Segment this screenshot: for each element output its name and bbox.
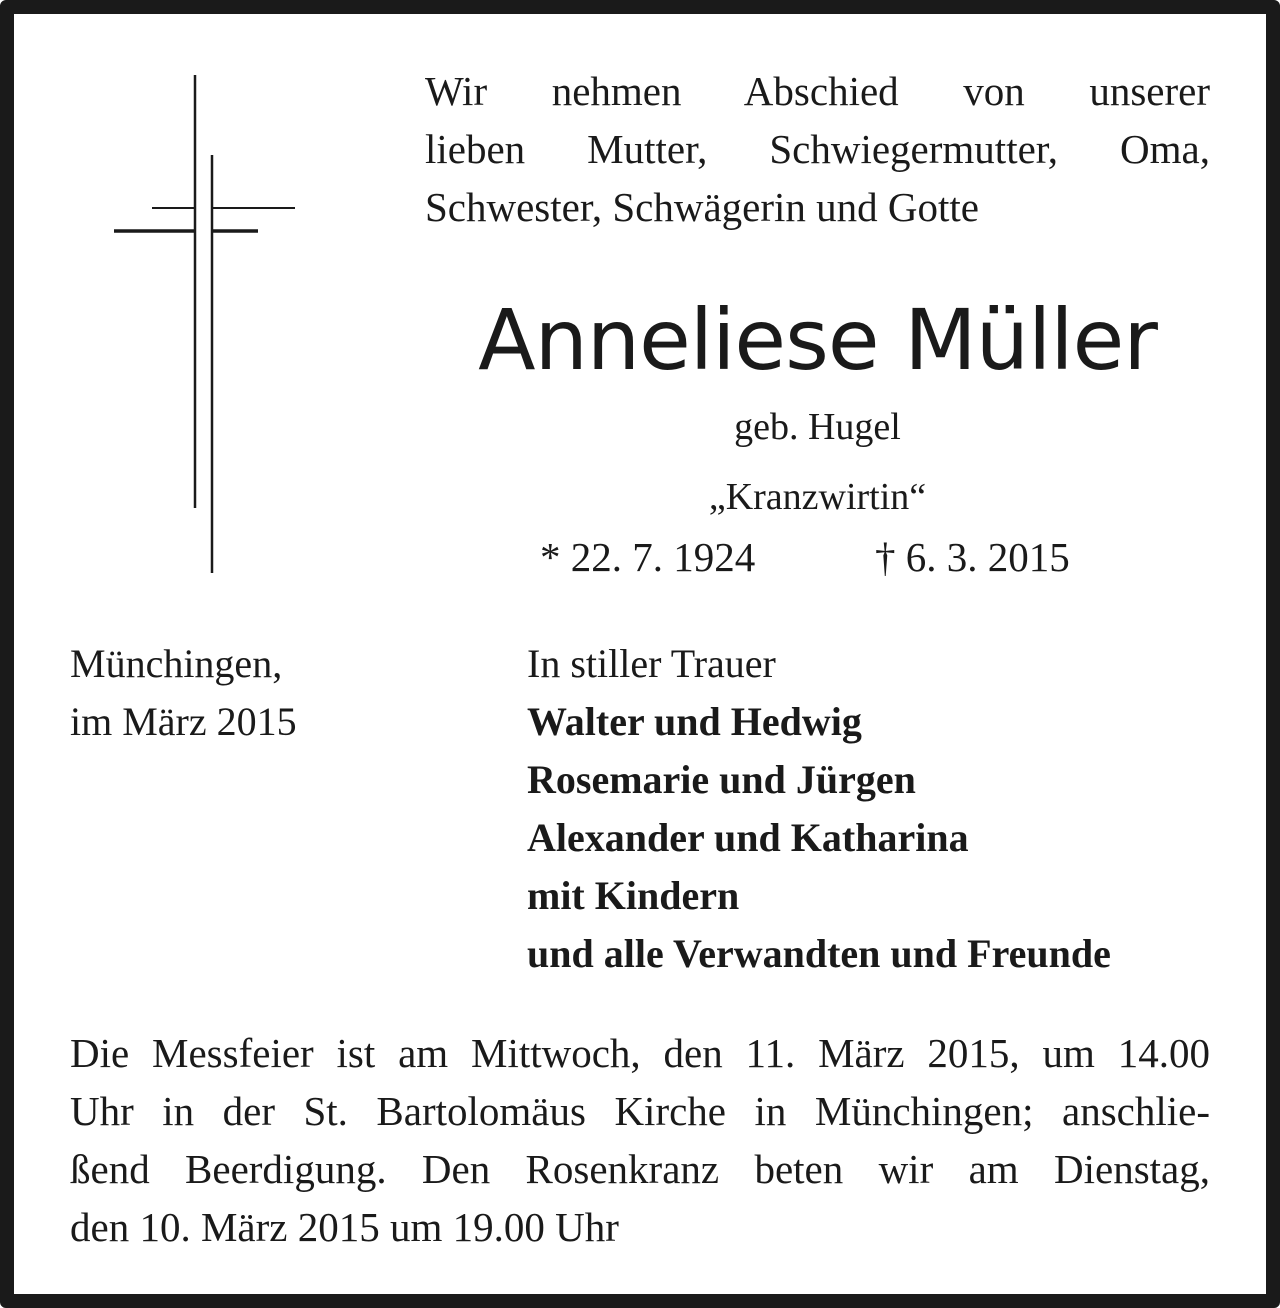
intro-line: Schwester, Schwägerin und Gotte bbox=[425, 184, 980, 230]
intro-line: Wir nehmen Abschied von unserer bbox=[425, 68, 1210, 114]
intro-paragraph bbox=[425, 62, 1210, 236]
mourners-list bbox=[527, 693, 1111, 983]
intro-line: lieben Mutter, Schwiegermutter, Oma, bbox=[425, 126, 1210, 172]
mourner-name: Walter und Hedwig bbox=[527, 699, 862, 744]
service-line: den 10. März 2015 um 19.00 Uhr bbox=[70, 1204, 619, 1250]
mourner-name: und alle Verwandten und Freunde bbox=[527, 931, 1111, 976]
service-info bbox=[70, 1024, 1210, 1256]
cross-icon bbox=[0, 0, 320, 600]
place-and-date bbox=[70, 635, 297, 751]
maiden-name: geb. Hugel bbox=[734, 406, 901, 448]
place-line: Münchingen, bbox=[70, 641, 283, 686]
mourners-block bbox=[527, 635, 1111, 983]
mourner-name: Alexander und Katharina bbox=[527, 815, 969, 860]
death-date: † 6. 3. 2015 bbox=[875, 534, 1070, 580]
birth-date: * 22. 7. 1924 bbox=[540, 534, 756, 580]
mourner-name: Rosemarie und Jürgen bbox=[527, 757, 916, 802]
nickname: „Kranzwirtin“ bbox=[708, 476, 927, 518]
place-line: im März 2015 bbox=[70, 699, 297, 744]
service-line: Uhr in der St. Bartolomäus Kirche in Münchingen; anschlie- bbox=[70, 1088, 1210, 1134]
service-line: Die Messfeier ist am Mittwoch, den 11. März 2015, um 14.00 bbox=[70, 1030, 1210, 1076]
service-line: ßend Beerdigung. Den Rosenkranz beten wir am Dienstag, bbox=[70, 1146, 1210, 1192]
mourners-lead: In stiller Trauer bbox=[527, 641, 776, 686]
mourner-name: mit Kindern bbox=[527, 873, 740, 918]
deceased-name: Anneliese Müller bbox=[478, 291, 1157, 389]
